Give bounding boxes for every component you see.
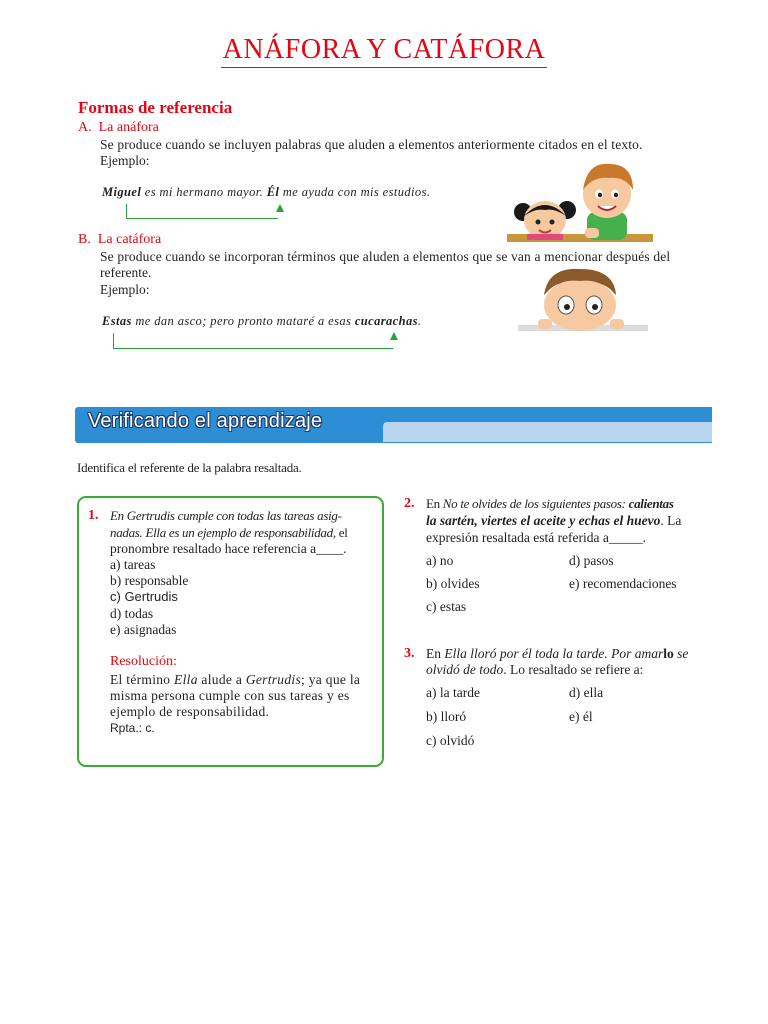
question-2-number: 2.	[404, 496, 415, 511]
question-3-option-c[interactable]: c) olvidó	[426, 733, 475, 748]
anafora-referent: Miguel	[102, 185, 142, 199]
page-title: ANÁFORA Y CATÁFORA	[0, 34, 768, 66]
catafora-letter: B.	[78, 232, 91, 247]
anafora-example	[102, 185, 430, 200]
catafora-arrow-icon	[390, 332, 398, 340]
question-2-line3-end: .	[642, 530, 647, 545]
question-1-number: 1.	[88, 508, 99, 523]
anafora-letter: A.	[78, 120, 92, 135]
catafora-description-1: Se produce cuando se incorporan términos que aluden a elementos que se van a mencionar después del	[100, 249, 671, 264]
resolution-text-a: El término	[110, 672, 175, 687]
catafora-description-2: referente.	[100, 265, 152, 280]
question-1-option-b[interactable]: b) responsable	[110, 573, 189, 588]
question-2-line3	[426, 530, 646, 546]
question-2-line2-end: . La	[660, 513, 682, 528]
resolution-text-e: ; ya que la	[301, 672, 361, 687]
question-2-line3-text: expresión resaltada está referida a	[426, 530, 609, 545]
anafora-bracket	[126, 204, 278, 219]
anafora-ejemplo-label: Ejemplo:	[100, 153, 150, 168]
question-1-line2-end: , el	[332, 525, 348, 540]
question-2-option-d[interactable]: d) pasos	[569, 553, 614, 568]
answer-text: Rpta.: c.	[110, 721, 155, 735]
question-1-line2-italic: nadas. Ella es un ejemplo de responsabilidad	[110, 525, 333, 540]
catafora-example-end: .	[417, 314, 422, 328]
resolution-gertrudis: Gertrudis	[245, 672, 302, 687]
question-1-line3-start: pronombre resaltado hace referencia a	[110, 541, 317, 556]
anafora-example-text-1: es mi hermano mayor.	[141, 185, 267, 199]
banner-accent	[383, 422, 712, 442]
anafora-pronoun: Él	[266, 185, 280, 199]
question-3-line2	[426, 662, 643, 678]
instruction-text: Identifica el referente de la palabra resaltada.	[77, 460, 302, 475]
kids-illustration	[505, 150, 655, 250]
anafora-label: La anáfora	[98, 120, 159, 135]
question-3-italic-2: olvidó de todo	[426, 662, 504, 677]
question-3-number: 3.	[404, 646, 415, 661]
catafora-pronoun: Estas	[102, 314, 132, 328]
question-3-option-e[interactable]: e) él	[569, 709, 593, 724]
resolution-line3: ejemplo de responsabilidad.	[110, 704, 270, 719]
catafora-referent: cucarachas	[354, 314, 418, 328]
question-2-italic: No te olvides de los siguientes pasos:	[442, 496, 629, 511]
question-2-en: En	[426, 496, 443, 511]
question-2-option-a[interactable]: a) no	[426, 553, 454, 568]
question-1-line3	[110, 541, 347, 557]
question-1-option-e[interactable]: e) asignadas	[110, 622, 177, 637]
catafora-example	[102, 314, 421, 329]
question-3-line2-end: . Lo resaltado se refiere a:	[503, 662, 644, 677]
anafora-description: Se produce cuando se incluyen palabras que aluden a elementos anteriormente citados en el texto.	[100, 137, 643, 152]
question-3-en: En	[426, 646, 445, 661]
question-3-line1	[426, 646, 688, 662]
question-1-option-a[interactable]: a) tareas	[110, 557, 156, 572]
catafora-ejemplo-label: Ejemplo:	[100, 282, 150, 297]
resolution-line1	[110, 672, 380, 688]
question-1-line1: En Gertrudis cumple con todas las tareas asig-	[110, 508, 342, 523]
question-3-italic-a: Ella lloró por él toda la tarde. Por amar	[444, 646, 664, 661]
catafora-heading	[78, 232, 161, 248]
question-3-bold: lo	[663, 646, 674, 661]
question-1-option-d[interactable]: d) todas	[110, 606, 154, 621]
question-2-bold-2: la sartén, viertes el aceite y echas el huevo	[426, 513, 661, 528]
resolution-line2: misma persona cumple con sus tareas y es	[110, 688, 350, 703]
banner-title: Verificando el aprendizaje	[88, 410, 323, 432]
question-3-option-a[interactable]: a) la tarde	[426, 685, 480, 700]
section-heading: Formas de referencia	[78, 98, 233, 117]
question-2-bold-1: calientas	[628, 496, 674, 511]
boy-peeking-illustration	[518, 265, 648, 345]
anafora-heading	[78, 120, 159, 136]
catafora-label: La catáfora	[97, 232, 162, 247]
question-1-line3-end: .	[343, 541, 347, 556]
anafora-arrow-icon	[276, 204, 284, 212]
resolution-ella: Ella	[174, 672, 198, 687]
question-1-option-c[interactable]: c) Gertrudis	[110, 589, 178, 604]
question-3-italic-b: se	[673, 646, 689, 661]
catafora-example-text: me dan asco; pero pronto mataré a esas	[131, 314, 355, 328]
anafora-example-text-2: me ayuda con mis estudios.	[279, 185, 431, 199]
question-2-line1	[426, 496, 674, 512]
question-2-option-b[interactable]: b) olvides	[426, 576, 480, 591]
resolution-label: Resolución:	[110, 654, 177, 669]
question-3-option-b[interactable]: b) lloró	[426, 709, 467, 724]
question-1-blank: ____	[316, 541, 344, 556]
question-1-line2	[110, 525, 348, 541]
resolution-text-c: alude a	[197, 672, 246, 687]
question-2-option-c[interactable]: c) estas	[426, 599, 467, 614]
catafora-bracket	[113, 333, 393, 349]
question-2-option-e[interactable]: e) recomendaciones	[569, 576, 677, 591]
question-2-blank: _____	[608, 530, 643, 545]
question-3-option-d[interactable]: d) ella	[569, 685, 604, 700]
question-2-line2	[426, 513, 681, 529]
